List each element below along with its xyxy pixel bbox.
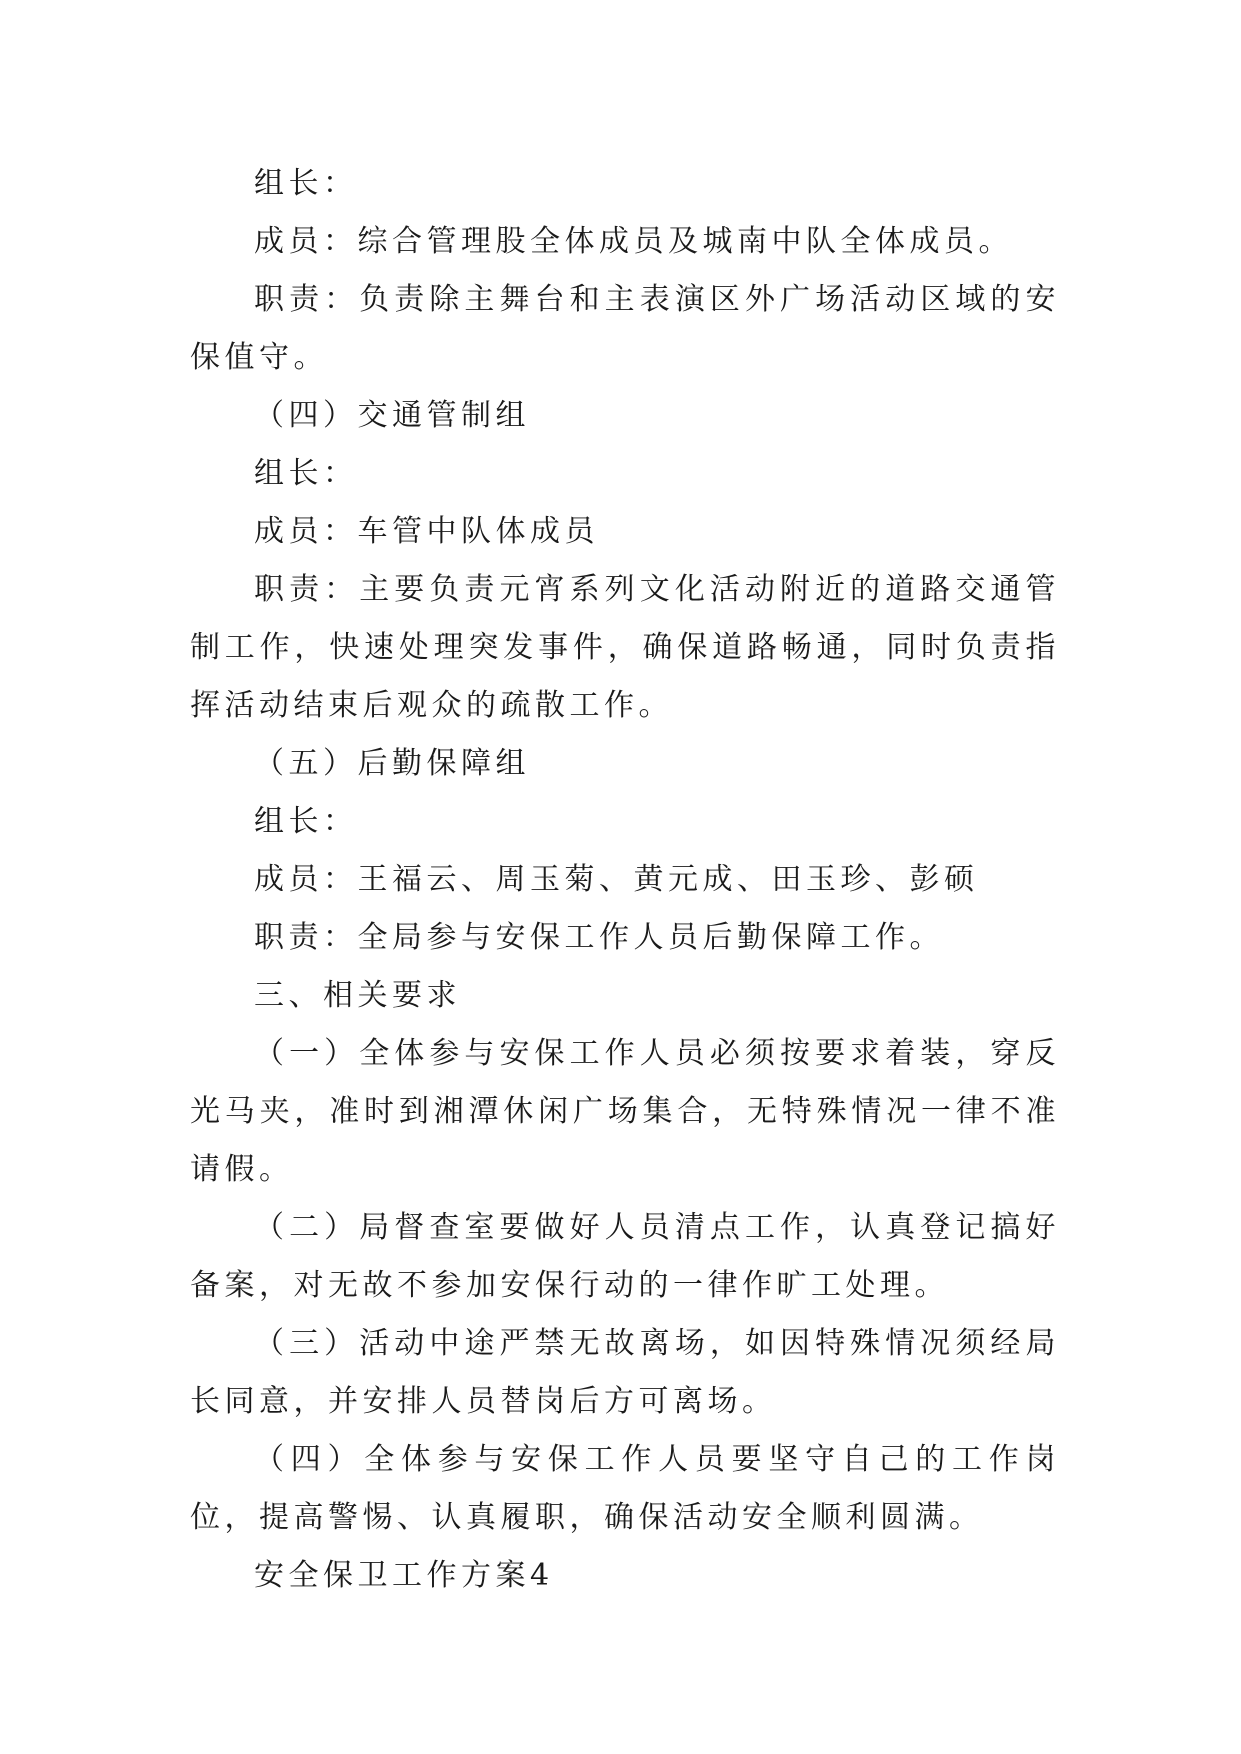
paragraph-duty-5: 职责：全局参与安保工作人员后勤保障工作。 — [254, 920, 944, 955]
requirement-2: （二）局督查室要做好人员清点工作，认真登记搞好备案，对无故不参加安保行动的一律作旷工处理。 — [190, 1210, 1060, 1303]
paragraph-members-5: 成员：王福云、周玉菊、黄元成、田玉珍、彭硕 — [254, 862, 979, 897]
paragraph-leader-4: 组长： — [254, 456, 358, 491]
requirement-3: （三）活动中途严禁无故离场，如因特殊情况须经局长同意，并安排人员替岗后方可离场。 — [190, 1326, 1060, 1419]
requirement-4: （四）全体参与安保工作人员要坚守自己的工作岗位，提高警惕、认真履职，确保活动安全顺利圆满。 — [190, 1442, 1060, 1535]
section-heading-traffic: （四）交通管制组 — [254, 398, 530, 433]
paragraph-leader-3: 组长： — [254, 166, 358, 201]
next-section-title: 安全保卫工作方案4 — [254, 1558, 554, 1593]
paragraph-members-4: 成员：车管中队体成员 — [254, 514, 599, 549]
requirement-1: （一）全体参与安保工作人员必须按要求着装，穿反光马夹，准时到湘潭休闲广场集合，无特殊情况一律不准请假。 — [190, 1036, 1060, 1187]
paragraph-duty-3: 职责：负责除主舞台和主表演区外广场活动区域的安保值守。 — [190, 282, 1060, 375]
paragraph-members-3: 成员：综合管理股全体成员及城南中队全体成员。 — [254, 224, 1013, 259]
paragraph-leader-5: 组长： — [254, 804, 358, 839]
section-heading-logistics: （五）后勤保障组 — [254, 746, 530, 781]
section-heading-requirements: 三、相关要求 — [254, 978, 461, 1013]
paragraph-duty-4: 职责：主要负责元宵系列文化活动附近的道路交通管制工作，快速处理突发事件，确保道路畅通，同时负责指挥活动结束后观众的疏散工作。 — [190, 572, 1060, 723]
document-body — [190, 155, 1060, 1605]
